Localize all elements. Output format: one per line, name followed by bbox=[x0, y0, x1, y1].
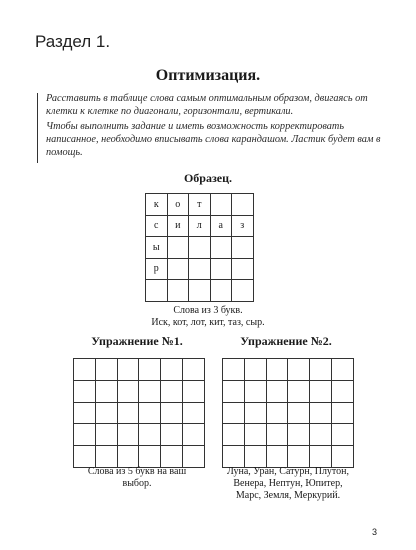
sample-caption bbox=[0, 305, 416, 329]
exercise-1-grid-cell[interactable] bbox=[161, 446, 183, 468]
instruction-paragraph-1: Расставить в таблице слова самым оптимальным образом, двигаясь от клетки к клетке по диагонали, горизонтали, вертикали. bbox=[46, 93, 368, 117]
exercise-2-grid-cell[interactable] bbox=[288, 359, 310, 381]
exercise-2-caption-line-1: Луна, Уран, Сатурн, Плутон, bbox=[226, 466, 350, 477]
exercise-1-grid-cell[interactable] bbox=[182, 446, 204, 468]
exercise-1-grid-cell[interactable] bbox=[182, 402, 204, 424]
exercise-1-title: Упражнение №1. bbox=[91, 334, 183, 348]
exercise-2-grid-cell[interactable] bbox=[288, 380, 310, 402]
exercise-2-grid-cell[interactable] bbox=[244, 359, 266, 381]
exercise-1-grid-cell[interactable] bbox=[161, 359, 183, 381]
exercise-2-grid-cell[interactable] bbox=[331, 424, 353, 446]
exercise-2-grid-cell[interactable] bbox=[288, 424, 310, 446]
exercise-1-grid-cell[interactable] bbox=[161, 424, 183, 446]
exercise-2-grid-cell[interactable] bbox=[310, 359, 332, 381]
exercise-2-grid-cell[interactable] bbox=[331, 359, 353, 381]
exercise-1-grid-cell[interactable] bbox=[74, 402, 96, 424]
sample-grid-cell: к bbox=[146, 194, 168, 216]
exercise-1-grid-cell[interactable] bbox=[95, 446, 117, 468]
exercise-2-grid-cell[interactable] bbox=[223, 402, 245, 424]
sample-grid-cell bbox=[146, 280, 168, 302]
sample-grid-cell bbox=[210, 258, 232, 280]
exercise-1-caption bbox=[67, 466, 207, 490]
exercise-1-grid-cell[interactable] bbox=[95, 424, 117, 446]
page-title: Оптимизация. bbox=[155, 67, 261, 84]
sample-grid-cell: а bbox=[210, 215, 232, 237]
exercise-1-grid-cell[interactable] bbox=[139, 359, 161, 381]
exercise-1-grid-cell[interactable] bbox=[161, 380, 183, 402]
exercise-2-grid-cell[interactable] bbox=[266, 402, 288, 424]
exercise-2-grid[interactable] bbox=[222, 358, 354, 468]
exercise-2-grid-cell[interactable] bbox=[266, 380, 288, 402]
exercise-1-grid-cell[interactable] bbox=[182, 359, 204, 381]
exercise-1-grid-cell[interactable] bbox=[182, 380, 204, 402]
exercise-1-grid-cell[interactable] bbox=[74, 424, 96, 446]
exercise-2-grid-cell[interactable] bbox=[331, 446, 353, 468]
sample-grid-cell bbox=[167, 258, 189, 280]
sample-caption-line-1: Слова из 3 букв. bbox=[173, 305, 243, 316]
sample-grid-cell bbox=[167, 280, 189, 302]
sample-grid-cell bbox=[210, 280, 232, 302]
exercise-1-grid-cell[interactable] bbox=[139, 402, 161, 424]
exercise-2-grid-cell[interactable] bbox=[266, 424, 288, 446]
exercise-2-grid-cell[interactable] bbox=[223, 380, 245, 402]
exercise-2-grid-cell[interactable] bbox=[223, 359, 245, 381]
exercise-2-grid-cell[interactable] bbox=[244, 380, 266, 402]
sample-grid-cell: и bbox=[167, 215, 189, 237]
exercise-2-grid-cell[interactable] bbox=[288, 402, 310, 424]
exercise-1-grid-cell[interactable] bbox=[95, 402, 117, 424]
sample-grid-cell: т bbox=[189, 194, 211, 216]
exercise-1-grid-cell[interactable] bbox=[117, 446, 139, 468]
exercise-2-grid-cell[interactable] bbox=[331, 402, 353, 424]
exercise-2-grid-cell[interactable] bbox=[288, 446, 310, 468]
exercise-1-grid-cell[interactable] bbox=[182, 424, 204, 446]
exercise-1-caption-line-2: выбор. bbox=[122, 478, 152, 489]
exercise-2-grid-cell[interactable] bbox=[331, 380, 353, 402]
exercise-1-grid-cell[interactable] bbox=[74, 446, 96, 468]
exercise-1-grid-cell[interactable] bbox=[117, 359, 139, 381]
sample-grid-cell bbox=[189, 258, 211, 280]
exercise-1-grid-cell[interactable] bbox=[95, 359, 117, 381]
exercise-2-grid-cell[interactable] bbox=[266, 359, 288, 381]
sample-grid-cell bbox=[232, 237, 254, 259]
sample-grid-cell: с bbox=[146, 215, 168, 237]
sample-grid-cell bbox=[232, 280, 254, 302]
sample-grid-cell: л bbox=[189, 215, 211, 237]
sample-grid-cell bbox=[232, 258, 254, 280]
sample-grid-cell bbox=[232, 194, 254, 216]
exercise-2-grid-cell[interactable] bbox=[223, 424, 245, 446]
sample-grid-cell bbox=[210, 237, 232, 259]
sample-grid-cell bbox=[189, 237, 211, 259]
exercise-2-grid-cell[interactable] bbox=[310, 402, 332, 424]
exercise-2-grid-cell[interactable] bbox=[310, 380, 332, 402]
exercise-1-grid-cell[interactable] bbox=[117, 380, 139, 402]
exercise-1-grid-cell[interactable] bbox=[139, 424, 161, 446]
exercise-1-grid-cell[interactable] bbox=[74, 359, 96, 381]
instructions-block bbox=[37, 93, 384, 163]
exercise-1-grid-row bbox=[74, 446, 205, 468]
exercise-1-grid-cell[interactable] bbox=[95, 380, 117, 402]
exercise-2-grid-cell[interactable] bbox=[244, 424, 266, 446]
exercise-2-caption-line-2: Венера, Нептун, Юпитер, bbox=[233, 478, 343, 489]
sample-grid-cell: ы bbox=[146, 237, 168, 259]
exercise-2-caption bbox=[213, 466, 363, 502]
sample-grid-row bbox=[146, 237, 254, 259]
exercise-1-grid-cell[interactable] bbox=[161, 402, 183, 424]
section-heading: Раздел 1. bbox=[35, 32, 111, 51]
sample-grid-cell: о bbox=[167, 194, 189, 216]
exercise-2-grid-cell[interactable] bbox=[223, 446, 245, 468]
sample-title: Образец. bbox=[183, 171, 233, 185]
sample-caption-line-2: Иск, кот, лот, кит, таз, сыр. bbox=[151, 317, 265, 328]
exercise-1-grid-row bbox=[74, 380, 205, 402]
exercise-2-grid-row bbox=[223, 402, 354, 424]
sample-grid-cell bbox=[189, 280, 211, 302]
exercise-1-grid-cell[interactable] bbox=[117, 424, 139, 446]
exercise-2-grid-row bbox=[223, 446, 354, 468]
exercise-2-grid-row bbox=[223, 424, 354, 446]
exercise-2-caption-line-3: Марс, Земля, Меркурий. bbox=[235, 490, 341, 501]
exercise-2-title: Упражнение №2. bbox=[240, 334, 332, 348]
exercise-2-grid-cell[interactable] bbox=[244, 446, 266, 468]
exercise-1-caption-line-1: Слова из 5 букв на ваш bbox=[87, 466, 187, 477]
sample-grid-row bbox=[146, 215, 254, 237]
sample-grid-row bbox=[146, 194, 254, 216]
exercise-1-grid-row bbox=[74, 359, 205, 381]
page-number: 3 bbox=[372, 527, 378, 537]
exercise-1-grid-cell[interactable] bbox=[117, 402, 139, 424]
exercise-2-grid-row bbox=[223, 380, 354, 402]
sample-grid-cell bbox=[167, 237, 189, 259]
sample-grid-cell: р bbox=[146, 258, 168, 280]
sample-grid bbox=[145, 193, 254, 302]
instruction-paragraph-2: Чтобы выполнить задание и иметь возможность корректировать написанное, необходимо вписывать слова карандашом. Ластик будет вам в помощь. bbox=[46, 121, 381, 158]
exercise-1-grid-row bbox=[74, 424, 205, 446]
exercise-2-grid-cell[interactable] bbox=[244, 402, 266, 424]
exercise-1-grid-row bbox=[74, 402, 205, 424]
sample-grid-row bbox=[146, 258, 254, 280]
sample-grid-row bbox=[146, 280, 254, 302]
exercise-1-grid-cell[interactable] bbox=[139, 446, 161, 468]
exercise-2-grid-row bbox=[223, 359, 354, 381]
sample-grid-cell: з bbox=[232, 215, 254, 237]
exercise-2-grid-cell[interactable] bbox=[310, 446, 332, 468]
exercise-2-grid-cell[interactable] bbox=[266, 446, 288, 468]
exercise-2-grid-cell[interactable] bbox=[310, 424, 332, 446]
exercise-1-grid-cell[interactable] bbox=[139, 380, 161, 402]
exercise-1-grid-cell[interactable] bbox=[74, 380, 96, 402]
sample-grid-cell bbox=[210, 194, 232, 216]
exercise-1-grid[interactable] bbox=[73, 358, 205, 468]
